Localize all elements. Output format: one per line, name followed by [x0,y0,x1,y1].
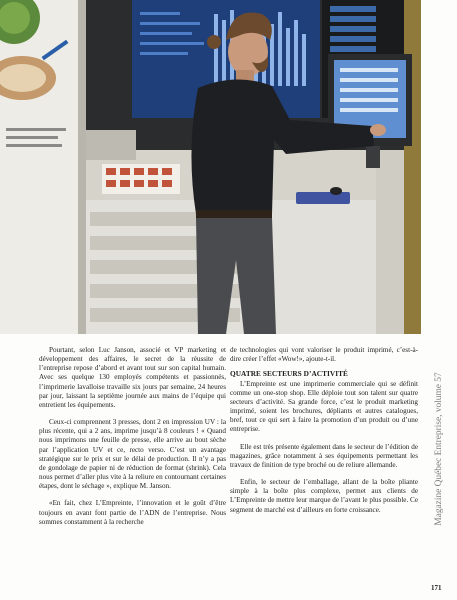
publication-name: Magazine Québec Entreprise, volume 57 [434,371,444,526]
article-paragraph: Ceux-ci comprennent 3 presses, dont 2 en impression UV : la plus récente, qui a 2 ans, imprime jusqu’à 8 couleurs ! « Quand nous imprimons une feuille de presse, elle arrive au bout sèche par l’application UV et ce, recto verso. C’est un avantage stratégique sur le prix et sur le délai de production. Il n’y a pas de gondolage de papier ni de réduction de format (shrink). Cela nous permet d’aller plus vite à la reliure en contournant certaines étapes, dont le séchage », explique M. Janson. [39,418,226,491]
section-heading: QUATRE SECTEURS D’ACTIVITÉ [230,369,348,379]
publication-sidebar [425,346,453,551]
article-paragraph: de technologies qui vont valoriser le produit imprimé, c’est-à-dire créer l’effet «Wow!», ajoute-t-il. [230,346,418,364]
article-column-left [39,346,226,527]
article-paragraph: Enfin, le secteur de l’emballage, allant de la boîte pliante simple à la boîte plus complexe, permet aux clients de L’Empreinte de mettre leur marque de l’avant le plus possible. Ce segment de marché est d’ailleurs en forte croissance. [230,478,418,514]
article-column-right [230,346,418,515]
article-paragraph: Elle est très présente également dans le secteur de l’édition de magazines, grâce notamment à ses équipements permettant les travaux de finition de type broché ou de reliure allemande. [230,442,418,469]
article-paragraph: L’Empreinte est une imprimerie commerciale qui se définit comme un one-stop shop. Elle déploie tout son talent sur quatre secteurs d’activité. Sa grande force, c’est le produit marketing imprimé, soient les brochures, dépliants et autres catalogues, bref, tout ce qui sert à faire la promotion d’un produit ou d’une entreprise. [230,379,418,434]
article-paragraph: Pourtant, selon Luc Janson, associé et VP marketing et développement des affaires, le secret de la réussite de l’entreprise repose d’abord et avant tout sur son capital humain. Avec ses quelque 130 employés compétents et passionnés, l’imprimerie lavalloise travaille six jours par semaine, 24 heures par jour, laissant la septième journée aux mains de l’équipe qui entretient les équipements. [39,346,226,409]
magazine-page [0,0,78,334]
article-paragraph: «En fait, chez L’Empreinte, l’innovation et le goût d’être toujours en avant font partie de l’ADN de l’entreprise. Nous sommes constamment à la recherche [39,499,226,526]
page-number: 171 [431,584,442,592]
